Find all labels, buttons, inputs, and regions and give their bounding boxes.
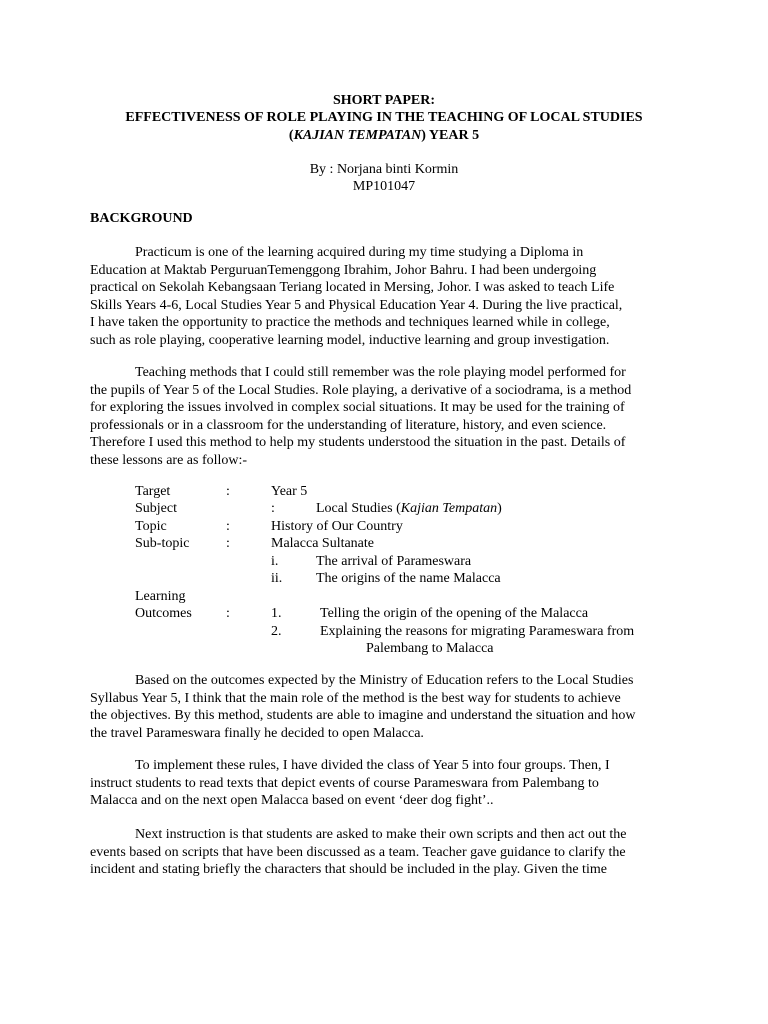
paragraph-line: Therefore I used this method to help my students understood the situation in the past. Details of — [90, 435, 626, 450]
subject-colon: : — [271, 501, 275, 516]
paragraph-line: Malacca and on the next open Malacca based on event ‘deer dog fight’.. — [90, 793, 494, 808]
paper-title-line-2 — [60, 127, 708, 145]
subtopic-item-text: The arrival of Parameswara — [316, 554, 472, 569]
subject-value — [316, 500, 502, 518]
paper-type-heading: SHORT PAPER: — [332, 93, 436, 108]
section-heading-background: BACKGROUND — [90, 211, 193, 226]
target-colon: : — [226, 484, 230, 499]
paragraph-line: Next instruction is that students are asked to make their own scripts and then act out the — [135, 827, 627, 842]
outcome-number: 2. — [271, 624, 282, 639]
author-byline: By : Norjana binti Kormin — [309, 162, 459, 177]
paper-title: EFFECTIVENESS OF ROLE PLAYING IN THE TEACHING OF LOCAL STUDIES — [125, 110, 643, 125]
outcome-text: Explaining the reasons for migrating Parameswara from — [320, 624, 635, 639]
title-paren-open: ( — [288, 128, 294, 143]
title-year: ) YEAR 5 — [421, 128, 480, 143]
subtopic-item-number: ii. — [271, 571, 283, 586]
paragraph-line: Based on the outcomes expected by the Ministry of Education refers to the Local Studies — [135, 673, 634, 688]
topic-label: Topic — [135, 519, 167, 534]
paragraph-line: Skills Years 4-6, Local Studies Year 5 and Physical Education Year 4. During the live practical, — [90, 297, 623, 313]
paragraph-line: these lessons are as follow:- — [90, 452, 248, 468]
paragraph-line: professionals or in a classroom for the understanding of literature, history, and even science. — [90, 417, 607, 433]
paragraph-line: practical on Sekolah Kebangsaan Teriang located in Mersing, Johor. I was asked to teach Life — [90, 280, 615, 295]
paragraph-line: To implement these rules, I have divided the class of Year 5 into four groups. Then, I — [135, 758, 610, 773]
student-id: MP101047 — [352, 179, 416, 194]
paragraph-1 — [90, 244, 680, 349]
target-label: Target — [135, 484, 171, 499]
title-italic-term: KAJIAN TEMPATAN — [293, 128, 422, 143]
paragraph-line: Practicum is one of the learning acquired during my time studying a Diploma in — [135, 245, 584, 260]
paragraph-line: incident and stating briefly the characters that should be included in the play. Given the time — [90, 862, 607, 877]
outcomes-label-line-1: Learning — [135, 589, 186, 604]
subtopic-item-number: i. — [271, 554, 279, 569]
paragraph-2 — [90, 364, 680, 469]
paragraph-4 — [90, 757, 680, 810]
paragraph-line: Teaching methods that I could still remember was the role playing model performed for — [135, 365, 626, 380]
target-value: Year 5 — [271, 484, 308, 499]
paragraph-line: instruct students to read texts that depict events of course Parameswara from Palembang to — [90, 775, 599, 791]
outcomes-colon: : — [226, 606, 230, 621]
paragraph-line: the travel Parameswara finally he decided to open Malacca. — [90, 725, 424, 741]
paragraph-line: events based on scripts that have been discussed as a team. Teacher gave guidance to clarify the — [90, 844, 626, 860]
paragraph-line: Syllabus Year 5, I think that the main role of the method is the best way for students to achieve — [90, 690, 621, 706]
topic-value: History of Our Country — [271, 519, 403, 534]
subject-value-pre: Local Studies ( — [316, 501, 401, 516]
subtopic-label: Sub-topic — [135, 536, 190, 551]
paragraph-line: I have taken the opportunity to practice the methods and techniques learned while in college, — [90, 315, 610, 330]
subtopic-item-text: The origins of the name Malacca — [316, 571, 501, 586]
paragraph-5 — [90, 826, 680, 879]
subject-value-italic: Kajian Tempatan — [400, 501, 498, 516]
subtopic-value: Malacca Sultanate — [271, 536, 375, 551]
subject-label: Subject — [135, 501, 177, 516]
topic-colon: : — [226, 519, 230, 534]
paragraph-line: Education at Maktab PerguruanTemenggong Ibrahim, Johor Bahru. I had been undergoing — [90, 262, 597, 278]
outcome-text-continued: Palembang to Malacca — [366, 641, 494, 656]
paragraph-line: for exploring the issues involved in complex social situations. It may be used for the training of — [90, 400, 625, 415]
outcome-text: Telling the origin of the opening of the Malacca — [320, 606, 589, 621]
outcome-number: 1. — [271, 606, 282, 621]
outcomes-label-line-2: Outcomes — [135, 606, 192, 621]
paragraph-line: the pupils of Year 5 of the Local Studies. Role playing, a derivative of a sociodrama, is a method — [90, 382, 632, 398]
paragraph-line: the objectives. By this method, students are able to imagine and understand the situation and how — [90, 708, 636, 723]
subtopic-colon: : — [226, 536, 230, 551]
paragraph-line: such as role playing, cooperative learning model, inductive learning and group investigation. — [90, 332, 610, 348]
subject-value-post: ) — [497, 501, 502, 516]
paragraph-3 — [90, 672, 680, 742]
